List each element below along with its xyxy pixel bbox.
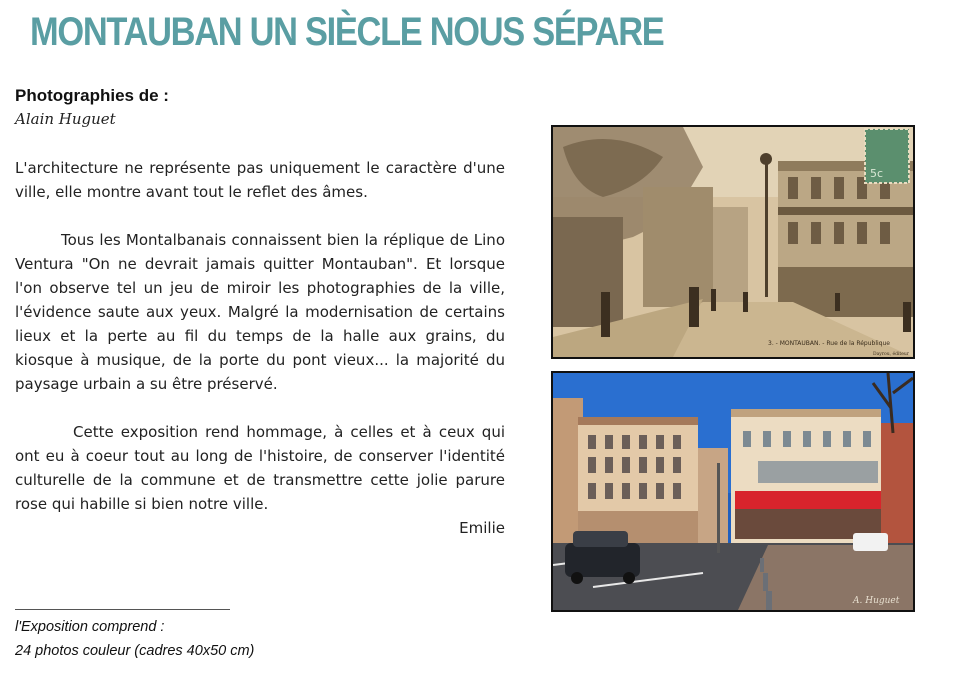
exhibition-label: l'Exposition comprend : [15,619,165,635]
photographer-name: Alain Huguet [15,110,116,128]
svg-text:5c: 5c [870,167,884,180]
exhibition-details: 24 photos couleur (cadres 40x50 cm) [15,643,255,659]
paragraph-tribute: Cette exposition rend hommage, à celles et à ceux qui ont eu à coeur tout au long de l'histoire, de conserver l'identité culturelle de la commune et de transmettre cette jolie parure rose qui habille si bien notre ville. [15,423,505,513]
modern-street-photo [551,371,915,612]
paragraph-intro: L'architecture ne représente pas uniquement le caractère d'une ville, elle montre avant tout le reflet des âmes. [15,159,505,201]
page-title: MONTAUBAN UN SIÈCLE NOUS SÉPARE [30,10,664,54]
postcard-publisher: Dayrou, éditeur [873,352,909,357]
photo-watermark: A. Huguet [853,596,900,606]
old-postcard-photo [551,125,915,359]
postcard-caption: 3. - MONTAUBAN. - Rue de la République [768,340,890,347]
footer-divider [15,609,230,610]
credits-label: Photographies de : [15,86,169,105]
signature: Emilie [459,519,505,537]
article-body [15,156,505,540]
paragraph-main: Tous les Montalbanais connaissent bien la réplique de Lino Ventura "On ne devrait jamais quitter Montauban". Et lorsque l'on observe tel un jeu de miroir les photographies de la ville, l'évidence saute aux yeux. Malgré la modernisation de certains lieux et la perte au fil du temps de la halle aux grains, du kiosque à musique, de la porte du pont vieux... la majorité du paysage urbain a su être préservé. [15,231,505,393]
